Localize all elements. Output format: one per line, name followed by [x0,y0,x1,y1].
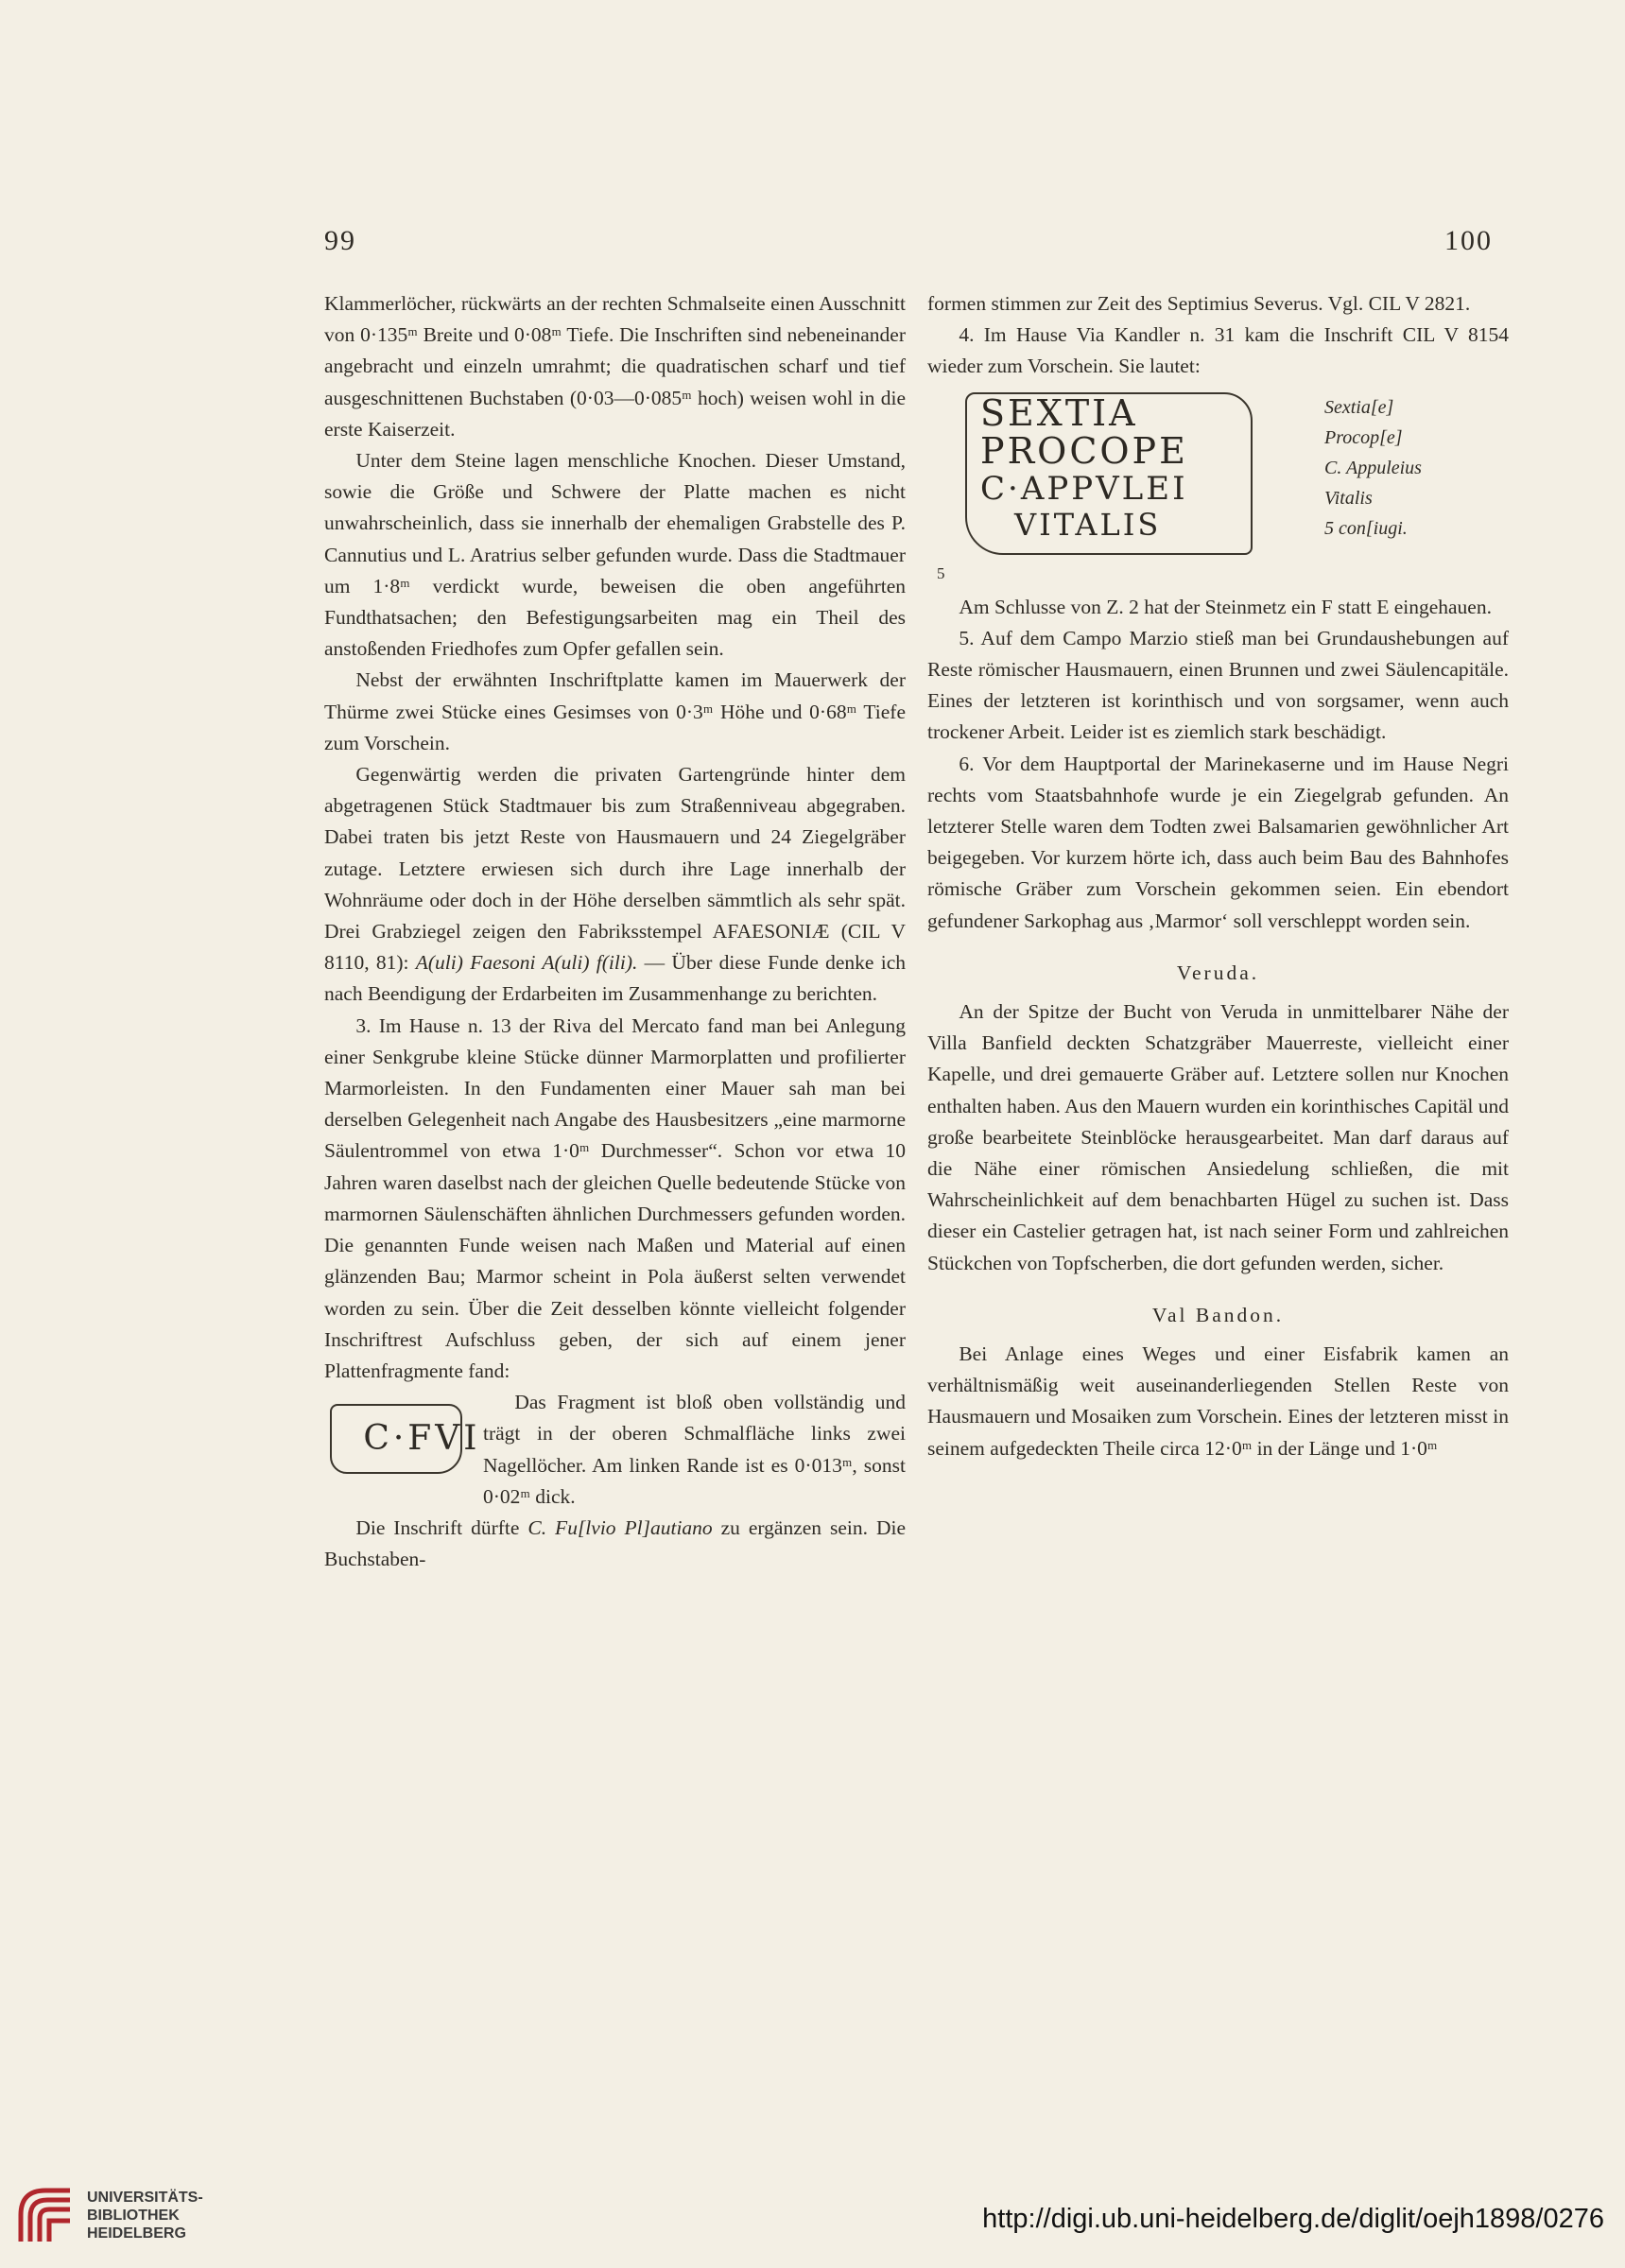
paragraph [324,1513,906,1575]
text-run: zu ergänzen sein. Die Buchstaben- [324,1515,907,1571]
inscription-line: SEXTIA [980,391,1138,434]
inscription-line: PROCOPE [980,429,1188,472]
library-logo-icon [17,2187,74,2245]
paragraph: 3. Im Hause n. 13 der Riva del Mercato fand man bei Anlegung einer Senkgrube kleine Stücke dünner Marmorplatten und profilierter Marmorleisten. In den Fundamenten einer Mauer sah man bei derselben Gelegenheit nach Angabe des Hausbesitzers „eine marmorne Säulentrommel von etwa 1·0ᵐ Durchmesser“. Schon vor etwa 10 Jahren waren daselbst nach der gleichen Quelle bedeutende Stücke von marmornen Säulenschäften ähnlichen Durchmessers gefunden worden. Die genannten Funde weisen nach Maßen und Material auf einen glänzenden Bau; Marmor scheint in Pola äußerst selten verwendet worden zu sein. Über die Zeit desselben könnte vielleicht folgender Inschriftrest Aufschluss geben, der sich auf einem jener Plattenfragmente fand: [324,1013,906,1382]
page-number-left: 99 [324,225,356,256]
paragraph: Am Schlusse von Z. 2 hat der Steinmetz ein F statt E eingehauen. [959,595,1492,618]
transcription-line: Vitalis [1324,487,1373,509]
transcription-line: 5 con[iugi. [1324,517,1408,539]
text-run: Die Inschrift dürfte [355,1515,520,1539]
italic-text: C. Fu[lvio Pl]autiano [527,1515,713,1539]
paragraph: An der Spitze der Bucht von Veruda in unmittelbarer Nähe der Villa Banfield deckten Schatzgräber Mauerreste, vielleicht einer Kapelle, und drei gemauerte Gräber auf. Letztere sollen nur Knochen enthalten haben. Aus den Mauern wurden ein korinthisches Capitäl und große bearbeitete Steinblöcke herausgearbeitet. Man darf daraus auf die Nähe einer römischen Ansiedelung schließen, die mit Wahrscheinlichkeit auf dem benachbarten Hügel zu suchen ist. Dass dieser ein Castelier getragen hat, ist nach seiner Form und zahlreichen Stückchen von Topfscherben, die dort gefunden werden, sicher. [927,1000,1509,1274]
fragment-stone: C·FVI [330,1404,462,1474]
italic-text: A(uli) Faesoni A(uli) f(ili). [415,951,638,975]
transcription-line: Procop[e] [1324,426,1403,448]
inscription-figure [927,391,1509,582]
inscription-line: C·APPVLEI [980,469,1188,508]
inscription-line: VITALIS [1014,506,1162,543]
fragment-figure [324,1391,481,1504]
paragraph: 5. Auf dem Campo Marzio stieß man bei Grundaushebungen auf Reste römischer Hausmauern, einen Brunnen und zwei Säulencapitäle. Eines der letzteren ist korinthisch und von sorgsamer, wenn auch trockener Arbeit. Leider ist es ziemlich stark beschädigt. [927,626,1509,744]
paragraph [324,759,906,1011]
paragraph: 6. Vor dem Hauptportal der Marinekaserne und im Hause Negri rechts vom Staatsbahnhofe wurde je ein Ziegelgrab gefunden. An letzterer Stelle waren dem Todten zwei Balsamarien gewöhnlicher Art beigegeben. Vor kurzem hörte ich, dass auch beim Bau des Bahnhofes römische Gräber zum Vorschein gekommen seien. Ein ebendort gefundener Sarkophag aus ‚Marmor‘ soll verschleppt worden sein. [927,752,1509,932]
line-number: 5 [937,563,945,582]
footer-bar [0,2151,1625,2268]
section-heading: Val Bandon. [1151,1303,1285,1326]
library-name [87,2189,203,2242]
inscription-stone [965,392,1253,555]
paragraph: Unter dem Steine lagen menschliche Knochen. Dieser Umstand, sowie die Größe und Schwere der Platte machen es nicht unwahrscheinlich, dass sie innerhalb der ehemaligen Grabstelle des P. Cannutius und L. Aratrius selber gefunden wurde. Dass die Stadtmauer um 1·8ᵐ verdickt wurde, beweisen die oben angeführten Fundthatsachen; den Befestigungsarbeiten mag ein Theil des anstoßenden Friedhofes zum Opfer gefallen sein. [324,449,906,661]
paragraph [324,1387,906,1513]
paragraph: formen stimmen zur Zeit des Septimius Severus. Vgl. CIL V 2821. [927,292,1471,315]
source-url[interactable]: http://digi.ub.uni-heidelberg.de/diglit/oejh1898/0276 [982,2204,1604,2234]
text-run: Gegenwärtig werden die privaten Gartengründe hinter dem abgetragenen Stück Stadtmauer bis zum Straßenniveau abgegraben. Dabei traten bis jetzt Reste von Hausmauern und 24 Ziegelgräber zutage. Letztere erwiesen sich durch ihre Lage innerhalb der Wohnräume oder doch in der Höhe derselben sämmtlich als sehr spät. Drei Grabziegel zeigen den Fabriksstempel AFAESONIÆ (CIL V 8110, 81): [324,763,906,975]
left-column [324,288,906,1575]
paragraph: 4. Im Hause Via Kandler n. 31 kam die Inschrift CIL V 8154 wieder zum Vorschein. Sie lautet: [927,323,1509,378]
right-column [927,288,1509,1464]
section-heading: Veruda. [1176,961,1260,984]
transcription-line: Sextia[e] [1324,396,1394,418]
paragraph: Bei Anlage eines Weges und einer Eisfabrik kamen an verhältnismäßig weit auseinanderliegenden Stellen Reste von Hausmauern und Mosaiken zum Vorschein. Eines der letzteren misst in seinem aufgedeckten Theile circa 12·0ᵐ in der Länge und 1·0ᵐ [927,1342,1509,1460]
transcription-line: C. Appuleius [1324,457,1422,478]
library-name-line: UNIVERSITÄTS- [87,2190,203,2206]
text-run: — Über diese Funde denke ich nach Beendigung der Erdarbeiten im Zusammenhange zu berichten. [324,951,907,1006]
paragraph: Klammerlöcher, rückwärts an der rechten Schmalseite einen Ausschnitt von 0·135ᵐ Breite und 0·08ᵐ Tiefe. Die Inschriften sind nebeneinander angebracht und einzeln umrahmt; die quadratischen scharf und tief ausgeschnittenen Buchstaben (0·03—0·085ᵐ hoch) weisen wohl in die erste Kaiserzeit. [324,292,906,441]
inscription-transcription [1324,392,1466,544]
library-name-line: BIBLIOTHEK [87,2207,180,2224]
text-run: Das Fragment ist bloß oben vollständig und trägt in der oberen Schmalfläche links zwei Nagellöcher. Am linken Rande ist es 0·013ᵐ, sonst 0·02ᵐ dick. [483,1391,906,1508]
paragraph: Nebst der erwähnten Inschriftplatte kamen im Mauerwerk der Thürme zwei Stücke eines Gesimses von 0·3ᵐ Höhe und 0·68ᵐ Tiefe zum Vorschein. [324,668,906,754]
library-name-line: HEIDELBERG [87,2225,186,2242]
page-number-right: 100 [1444,225,1493,256]
